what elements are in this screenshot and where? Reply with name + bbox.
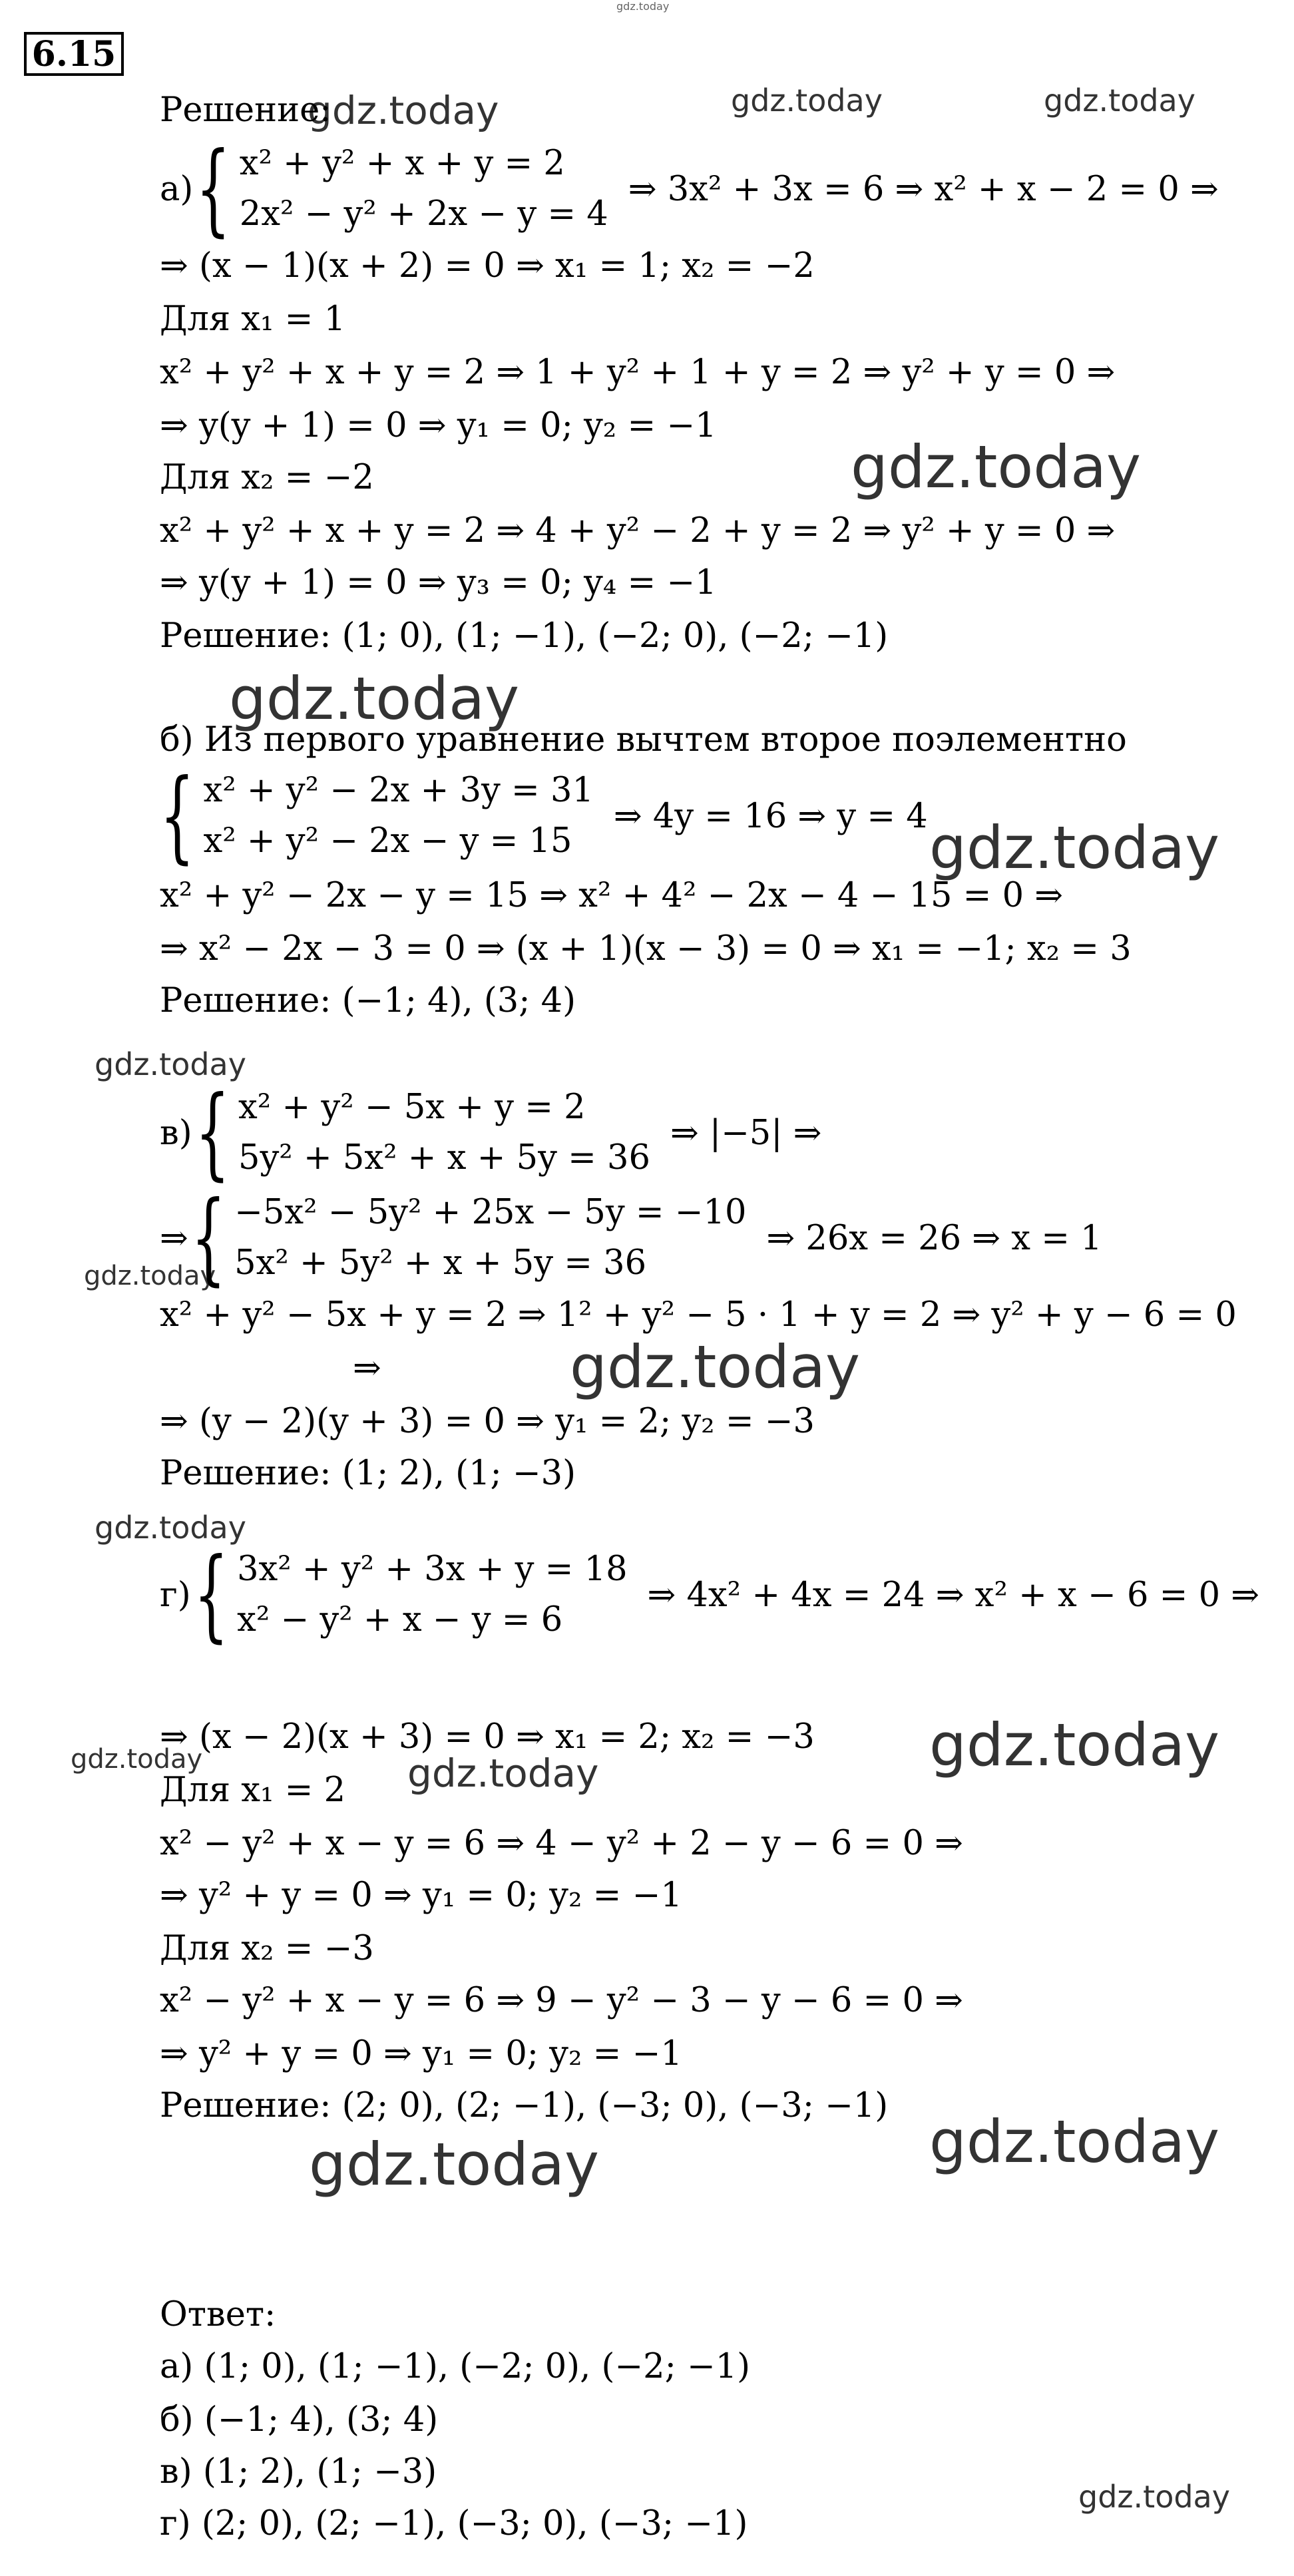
equation: 5x² + 5y² + x + 5y = 36 bbox=[234, 1243, 647, 1283]
solution-line: Решение: (−1; 4), (3; 4) bbox=[160, 981, 576, 1020]
equation: x² − y² + x − y = 6 bbox=[237, 1600, 563, 1639]
equation: x² + y² − 2x + 3y = 31 bbox=[203, 771, 594, 810]
math-line: Для x₁ = 1 bbox=[160, 300, 346, 339]
system-result: ⇒ |−5| ⇒ bbox=[670, 1113, 822, 1153]
part-v-label: в) bbox=[160, 1113, 192, 1153]
part-a-label: а) bbox=[160, 169, 194, 209]
math-line: Для x₂ = −3 bbox=[160, 1929, 374, 1968]
watermark: gdz.today bbox=[1078, 2479, 1230, 2515]
equation: x² + y² + x + y = 2 bbox=[239, 144, 565, 183]
system-result: ⇒ 26x = 26 ⇒ x = 1 bbox=[766, 1218, 1102, 1258]
system-result: ⇒ 3x² + 3x = 6 ⇒ x² + x − 2 = 0 ⇒ bbox=[628, 169, 1219, 209]
math-line: ⇒ (x − 1)(x + 2) = 0 ⇒ x₁ = 1; x₂ = −2 bbox=[160, 246, 815, 286]
watermark: gdz.today bbox=[71, 1744, 203, 1775]
watermark: gdz.today bbox=[229, 664, 520, 733]
math-line: ⇒ y² + y = 0 ⇒ y₁ = 0; y₂ = −1 bbox=[160, 1876, 682, 1915]
solution-label: Решение: bbox=[160, 91, 331, 130]
math-line: x² + y² + x + y = 2 ⇒ 1 + y² + 1 + y = 2 ⇒ y² + y = 0 ⇒ bbox=[160, 353, 1116, 392]
part-a-system bbox=[160, 131, 1219, 247]
solution-line: Решение: (2; 0), (2; −1), (−3; 0), (−3; −1) bbox=[160, 2086, 889, 2125]
math-line: ⇒ x² − 2x − 3 = 0 ⇒ (x + 1)(x − 3) = 0 ⇒ x₁ = −1; x₂ = 3 bbox=[160, 929, 1132, 968]
equation: x² + y² − 2x − y = 15 bbox=[203, 821, 572, 861]
math-line: Для x₂ = −2 bbox=[160, 458, 374, 497]
answer-item: а) (1; 0), (1; −1), (−2; 0), (−2; −1) bbox=[160, 2347, 751, 2386]
part-b-system bbox=[160, 758, 928, 874]
math-line: x² − y² + x − y = 6 ⇒ 4 − y² + 2 − y − 6 = 0 ⇒ bbox=[160, 1824, 963, 1863]
solution-line: Решение: (1; 0), (1; −1), (−2; 0), (−2; −1) bbox=[160, 616, 889, 656]
watermark: gdz.today bbox=[929, 2107, 1220, 2176]
math-line: ⇒ (x − 2)(x + 3) = 0 ⇒ x₁ = 2; x₂ = −3 bbox=[160, 1717, 815, 1757]
math-line: ⇒ y² + y = 0 ⇒ y₁ = 0; y₂ = −1 bbox=[160, 2034, 682, 2073]
brace: { bbox=[160, 758, 195, 874]
part-v-system-2 bbox=[160, 1180, 1102, 1296]
brace: { bbox=[196, 131, 231, 247]
watermark: gdz.today bbox=[929, 1711, 1220, 1779]
math-line: x² + y² + x + y = 2 ⇒ 4 + y² − 2 + y = 2 ⇒ y² + y = 0 ⇒ bbox=[160, 511, 1116, 550]
brace: { bbox=[190, 1180, 226, 1296]
answer-title: Ответ: bbox=[160, 2295, 276, 2334]
watermark: gdz.today bbox=[570, 1333, 861, 1401]
watermark: gdz.today bbox=[95, 1510, 246, 1546]
part-g-system bbox=[160, 1537, 1259, 1653]
system-result: ⇒ 4y = 16 ⇒ y = 4 bbox=[613, 796, 928, 836]
equation: 2x² − y² + 2x − y = 4 bbox=[239, 194, 608, 234]
equation: 3x² + y² + 3x + y = 18 bbox=[237, 1550, 628, 1589]
system-result: ⇒ 4x² + 4x = 24 ⇒ x² + x − 6 = 0 ⇒ bbox=[647, 1575, 1259, 1615]
watermark: gdz.today bbox=[95, 1046, 246, 1082]
watermark: gdz.today bbox=[308, 88, 499, 133]
answer-item: г) (2; 0), (2; −1), (−3; 0), (−3; −1) bbox=[160, 2504, 748, 2543]
watermark: gdz.today bbox=[84, 1261, 216, 1291]
watermark: gdz.today bbox=[731, 83, 883, 118]
equation: 5y² + 5x² + x + 5y = 36 bbox=[238, 1138, 650, 1178]
part-g-label: г) bbox=[160, 1575, 191, 1615]
math-line: x² + y² − 2x − y = 15 ⇒ x² + 4² − 2x − 4 − 15 = 0 ⇒ bbox=[160, 876, 1063, 915]
problem-number: 6.15 bbox=[24, 32, 124, 76]
math-line: x² + y² − 5x + y = 2 ⇒ 1² + y² − 5 · 1 + y = 2 ⇒ y² + y − 6 = 0 bbox=[160, 1295, 1237, 1335]
math-line: ⇒ y(y + 1) = 0 ⇒ y₃ = 0; y₄ = −1 bbox=[160, 563, 717, 602]
solution-line: Решение: (1; 2), (1; −3) bbox=[160, 1454, 576, 1493]
watermark: gdz.today bbox=[407, 1751, 599, 1796]
watermark: gdz.today bbox=[1044, 83, 1195, 118]
math-line: ⇒ y(y + 1) = 0 ⇒ y₁ = 0; y₂ = −1 bbox=[160, 406, 717, 445]
math-line: Для x₁ = 2 bbox=[160, 1771, 346, 1810]
math-line: x² − y² + x − y = 6 ⇒ 9 − y² − 3 − y − 6 = 0 ⇒ bbox=[160, 1981, 963, 2020]
implies-arrow: ⇒ bbox=[160, 1218, 188, 1258]
part-b-intro: б) Из первого уравнение вычтем второе поэлементно bbox=[160, 720, 1127, 759]
watermark: gdz.today bbox=[616, 0, 670, 13]
brace: { bbox=[194, 1075, 230, 1191]
watermark: gdz.today bbox=[929, 813, 1220, 882]
answer-item: в) (1; 2), (1; −3) bbox=[160, 2452, 437, 2491]
math-line: ⇒ (y − 2)(y + 3) = 0 ⇒ y₁ = 2; y₂ = −3 bbox=[160, 1402, 815, 1441]
math-line: ⇒ bbox=[353, 1349, 381, 1388]
watermark: gdz.today bbox=[851, 433, 1142, 501]
equation: −5x² − 5y² + 25x − 5y = −10 bbox=[234, 1193, 747, 1232]
watermark: gdz.today bbox=[309, 2130, 600, 2199]
part-v-system bbox=[160, 1075, 822, 1191]
equation: x² + y² − 5x + y = 2 bbox=[238, 1088, 586, 1127]
answer-item: б) (−1; 4), (3; 4) bbox=[160, 2400, 439, 2440]
brace: { bbox=[193, 1537, 229, 1653]
